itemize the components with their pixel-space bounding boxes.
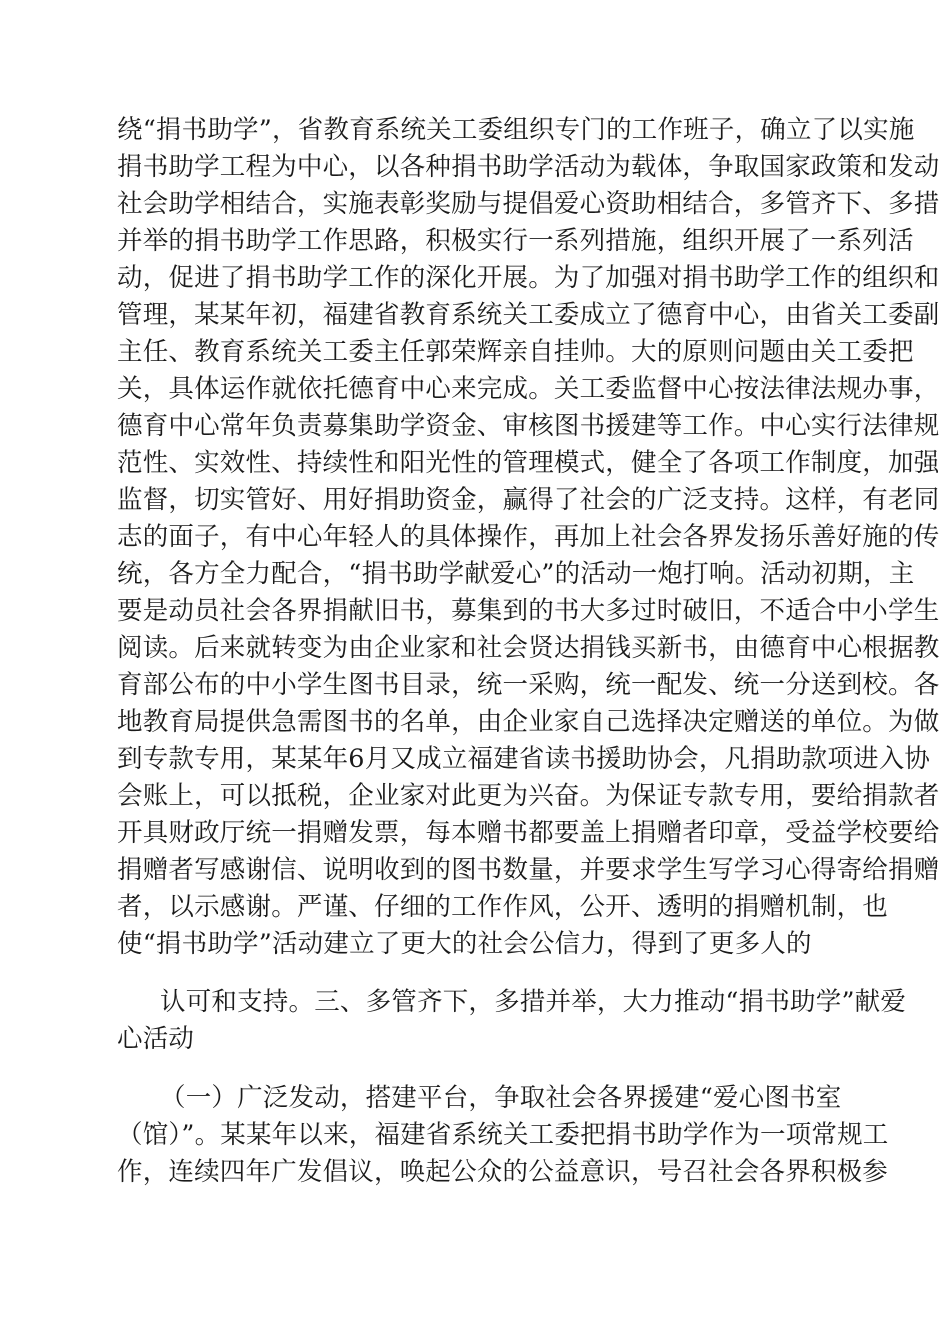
text-line: 捐书助学工程为中心，以各种捐书助学活动为载体，争取国家政策和发动 [117, 152, 940, 182]
text-line: 地教育局提供急需图书的名单，由企业家自己选择决定赠送的单位。为做 [117, 707, 940, 737]
text-line: 者，以示感谢。严谨、仔细的工作作风，公开、透明的捐赠机制，也 [117, 892, 889, 922]
text-line: 阅读。后来就转变为由企业家和社会贤达捐钱买新书，由德育中心根据教 [117, 633, 940, 663]
text-line: 作，连续四年广发倡议，唤起公众的公益意识，号召社会各界积极参 [117, 1157, 889, 1187]
text-line: 到专款专用，某某年6月又成立福建省读书援助协会，凡捐助款项进入协 [117, 744, 931, 774]
text-line: 社会助学相结合，实施表彰奖励与提倡爱心资助相结合，多管齐下、多措 [117, 189, 940, 219]
text-line: 监督，切实管好、用好捐助资金，赢得了社会的广泛支持。这样，有老同 [117, 485, 940, 515]
text-line: 关，具体运作就依托德育中心来完成。关工委监督中心按法律法规办事， [117, 374, 940, 404]
text-line: 要是动员社会各界捐献旧书，募集到的书大多过时破旧，不适合中小学生 [117, 596, 940, 626]
text-line: 管理，某某年初，福建省教育系统关工委成立了德育中心，由省关工委副 [117, 300, 940, 330]
text-line: 统，各方全力配合，“捐书助学献爱心”的活动一炮打响。活动初期，主 [117, 559, 915, 589]
text-line: 动，促进了捐书助学工作的深化开展。为了加强对捐书助学工作的组织和 [117, 263, 940, 293]
text-line: 德育中心常年负责募集助学资金、审核图书援建等工作。中心实行法律规 [117, 411, 940, 441]
text-line: 会账上，可以抵税，企业家对此更为兴奋。为保证专款专用，要给捐款者 [117, 781, 940, 811]
text-line: 使“捐书助学”活动建立了更大的社会公信力，得到了更多人的 [117, 929, 812, 959]
text-line: 志的面子，有中心年轻人的具体操作，再加上社会各界发扬乐善好施的传 [117, 522, 940, 552]
text-line: 心活动 [117, 1024, 195, 1054]
text-line: 并举的捐书助学工作思路，积极实行一系列措施，组织开展了一系列活 [117, 226, 914, 256]
text-line: 主任、教育系统关工委主任郭荣辉亲自挂帅。大的原则问题由关工委把 [117, 337, 914, 367]
text-line: 捐赠者写感谢信、说明收到的图书数量，并要求学生写学习心得寄给捐赠 [117, 855, 940, 885]
text-line: 育部公布的中小学生图书目录，统一采购，统一配发、统一分送到校。各 [117, 670, 940, 700]
text-line: 开具财政厅统一捐赠发票，每本赠书都要盖上捐赠者印章，受益学校要给 [117, 818, 940, 848]
text-line: （一）广泛发动，搭建平台，争取社会各界援建“爱心图书室 [160, 1083, 842, 1113]
text-line: 认可和支持。三、多管齐下，多措并举，大力推动“捐书助学”献爱 [160, 987, 907, 1017]
text-line: 范性、实效性、持续性和阳光性的管理模式，健全了各项工作制度，加强 [117, 448, 940, 478]
text-line: 绕“捐书助学”，省教育系统关工委组织专门的工作班子，确立了以实施 [117, 115, 915, 145]
text-line: （馆）”。某某年以来，福建省系统关工委把捐书助学作为一项常规工 [117, 1120, 889, 1150]
